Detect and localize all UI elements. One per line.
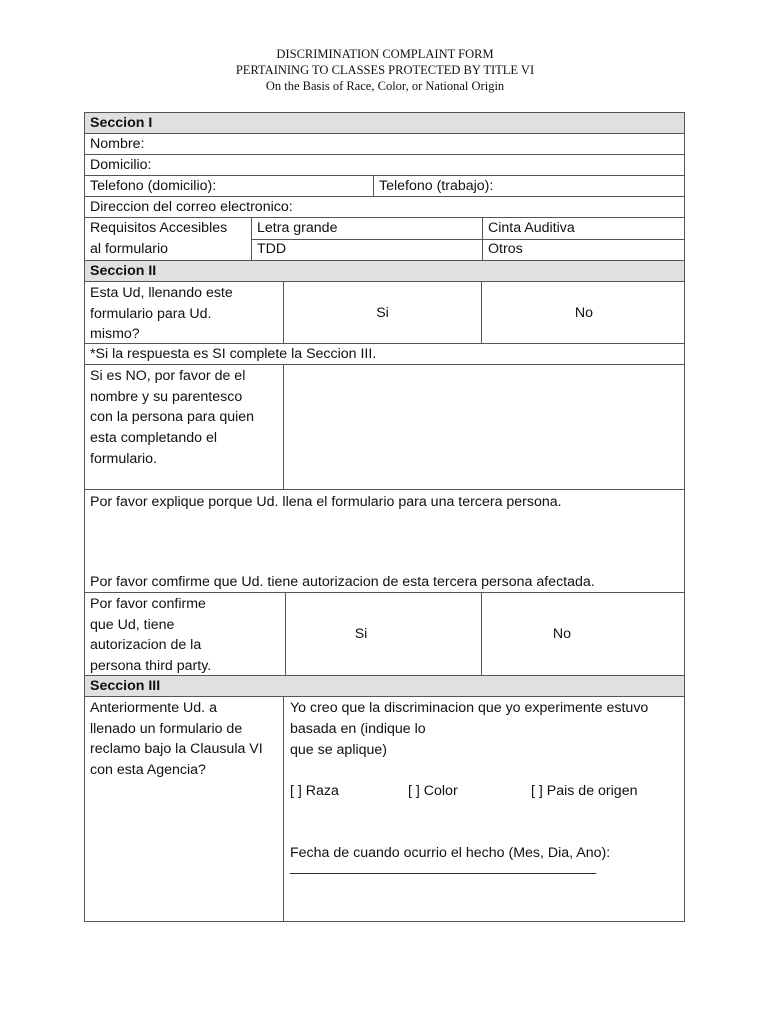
option-audio-tape[interactable]: Cinta Auditiva [488,220,575,236]
incident-date-label: Fecha de cuando ocurrio el hecho (Mes, Dia, Ano): [290,845,611,861]
checkbox-national-origin[interactable]: [ ] Pais de origen [531,783,638,799]
relationship-input[interactable] [284,365,684,489]
incident-date-line[interactable]: ________________________________________ [290,859,597,874]
authorization-text: Por favor comfirme que Ud. tiene autorizacion de esta tercera persona afectada. [90,574,595,590]
relationship-row [84,364,685,490]
form-subtitle: PERTAINING TO CLASSES PROTECTED BY TITLE VI [235,63,535,77]
section-3-body [84,696,685,922]
address-row[interactable] [84,154,685,176]
checkbox-race[interactable]: [ ] Raza [290,783,339,799]
checkbox-color[interactable]: [ ] Color [408,783,458,799]
basis-statement-line2: basada en (indique lo [290,721,426,737]
section-3-title: Seccion III [90,678,161,694]
explain-label: Por favor explique porque Ud. llena el formulario para una tercera persona. [90,494,562,510]
section-2-header [84,260,685,282]
email-label: Direccion del correo electronico: [90,199,293,215]
section-3-header [84,675,685,697]
authorization-no-option[interactable]: No [552,626,572,642]
note-row [84,343,685,365]
section-2-title: Seccion II [90,263,157,279]
self-question-label: Esta Ud, llenando este formulario para Ud. mismo? [90,285,233,343]
name-row[interactable] [84,133,685,155]
section-1-title: Seccion I [90,115,153,131]
basis-statement-line1: Yo creo que la discriminacion que yo experimente estuvo [290,700,649,716]
self-yes-option[interactable]: Si [376,305,389,321]
section-1-header [84,112,685,134]
accessibility-block [84,217,685,261]
name-label: Nombre: [90,136,145,152]
relationship-label: Si es NO, por favor de el nombre y su parentesco con la persona para quien esta completando el formulario. [90,368,255,467]
explain-row[interactable] [84,489,685,593]
form-title: DISCRIMINATION COMPLAINT FORM [276,47,494,61]
authorization-row [84,592,685,676]
form-basis: On the Basis of Race, Color, or National Origin [265,79,505,93]
phone-home-label[interactable]: Telefono (domicilio): [90,178,217,194]
option-other[interactable]: Otros [488,241,523,257]
previous-complaint-label: Anteriormente Ud. a llenado un formulario de reclamo bajo la Clausula VI con esta Agencia? [90,700,263,779]
self-no-option[interactable]: No [574,305,594,321]
email-row[interactable] [84,196,685,218]
section-3-note: *Si la respuesta es SI complete la Seccion III. [90,346,377,362]
phone-row [84,175,685,197]
accessibility-label: Requisitos Accesibles al formulario [90,220,228,257]
address-label: Domicilio: [90,157,152,173]
phone-work-label[interactable]: Telefono (trabajo): [379,178,494,194]
form-header [0,46,770,94]
option-tdd[interactable]: TDD [257,241,287,257]
authorization-label: Por favor confirme que Ud, tiene autorizacion de la persona third party. [90,596,212,675]
basis-statement-line3: que se aplique) [290,742,388,758]
option-large-print[interactable]: Letra grande [257,220,338,236]
self-question-row [84,281,685,344]
authorization-yes-option[interactable]: Si [354,626,368,642]
